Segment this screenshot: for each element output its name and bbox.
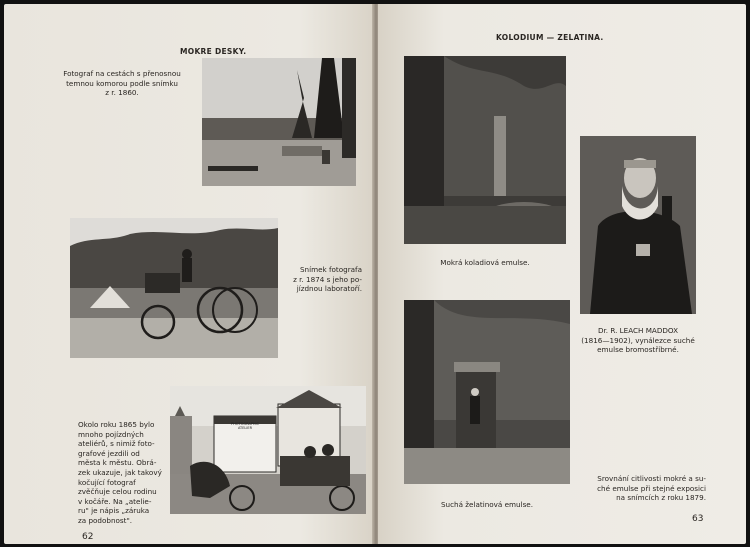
left-page-header: MOKRE DESKY.	[180, 47, 247, 56]
caption-mobile-laboratory: Snímek fotografa z r. 1874 s jeho po- jízdnou laboratoří.	[293, 265, 362, 294]
book-spread	[4, 4, 746, 544]
caption-travelling-ateliers: Okolo roku 1865 bylo mnoho pojízdných ateliérů, s nimiž foto- grafové jezdili od města k městu. Obrá- zek ukazuje, jak takový kočující fotograf zvěčňuje celou rodinu v kočáře. Na „atelie- ru" je nápis „záruka za podobnost".	[78, 420, 162, 525]
photo-portrait-leach-maddox	[580, 136, 696, 314]
caption-dry-gelatin: Suchá želatinová emulse.	[440, 500, 534, 509]
caption-comparison: Srovnání citlivosti mokré a su- ché emulse při stejné exposici na snímcích z roku 1879.	[597, 474, 706, 503]
photo-mobile-laboratory-buggy	[70, 218, 278, 358]
photo-wet-collodion	[404, 56, 566, 244]
left-page	[4, 4, 374, 544]
right-page-header: KOLODIUM — ZELATINA.	[496, 33, 604, 42]
right-page	[378, 4, 746, 544]
caption-portrait: Dr. R. LEACH MADDOX (1816—1902), vynálezce suché emulse bromostříbrné.	[581, 326, 695, 355]
left-page-number: 62	[82, 532, 94, 542]
photo-lake-traveling-photographer	[202, 58, 356, 186]
caption-wet-collodion: Mokrá koladiová emulse.	[440, 258, 530, 267]
atelier-sign: PHOTOGRAPHIC ATELIER	[230, 422, 259, 430]
photo-dry-gelatin	[404, 300, 570, 484]
right-page-number: 63	[692, 514, 704, 524]
photo-travelling-ateliers-illustration	[170, 386, 366, 514]
caption-traveling-photographer: Fotograf na cestách s přenosnou temnou komorou podle snímku z r. 1860.	[63, 69, 181, 98]
